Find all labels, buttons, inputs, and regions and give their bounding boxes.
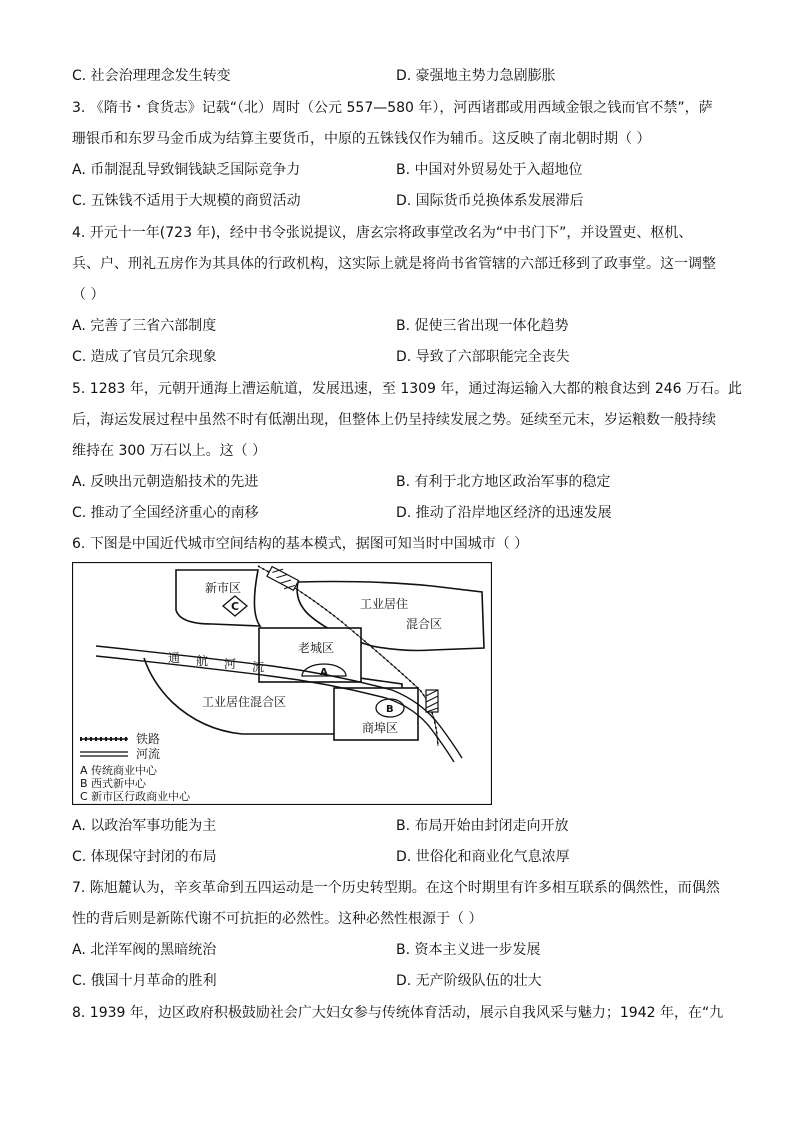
q4-stem-line1: 4. 开元十一年(723 年)，经中书令张说提议，唐玄宗将政事堂改名为“中书门下”，并设置吏、枢机、 — [72, 225, 693, 241]
q7-stem-line1: 7. 陈旭麓认为，辛亥革命到五四运动是一个历史转型期。在这个时期里有许多相互联系的偶然性，而偶然 — [72, 880, 720, 896]
q3-option-c: C. 五铢钱不适用于大规模的商贸活动 — [72, 193, 301, 209]
legend-b-label: B 西式新中心 — [80, 777, 147, 790]
q3-stem-line1: 3. 《隋书・食货志》记载“（北）周时（公元 557—580 年），河西诸郡或用西域金银之钱而官不禁”，萨 — [72, 100, 713, 116]
q6-stem: 6. 下图是中国近代城市空间结构的基本模式，据图可知当时中国城市（ ） — [72, 536, 529, 552]
q3-option-a: A. 币制混乱导致铜钱缺乏国际竞争力 — [72, 162, 301, 178]
legend-a-label: A 传统商业中心 — [80, 764, 158, 777]
q2-option-d: D. 豪强地主势力急剧膨胀 — [396, 68, 556, 84]
q4-option-a: A. 完善了三省六部制度 — [72, 318, 217, 334]
q5-option-a: A. 反映出元朝造船技术的先进 — [72, 474, 259, 490]
q5-option-b: B. 有利于北方地区政治军事的稳定 — [396, 474, 611, 490]
q7-option-c: C. 俄国十月革命的胜利 — [72, 973, 217, 989]
legend-river-label: 河流 — [136, 747, 161, 761]
q3-option-b: B. 中国对外贸易处于入超地位 — [396, 162, 583, 178]
q6-option-a: A. 以政治军事功能为主 — [72, 818, 217, 834]
q5-option-d: D. 推动了沿岸地区经济的迅速发展 — [396, 505, 612, 521]
industrial-residential-1-line2: 混合区 — [406, 617, 443, 631]
q6-option-d: D. 世俗化和商业化气息浓厚 — [396, 849, 570, 865]
q7-option-b: B. 资本主义进一步发展 — [396, 942, 541, 958]
q4-option-b: B. 促使三省出现一体化趋势 — [396, 318, 569, 334]
q6-option-b: B. 布局开始由封闭走向开放 — [396, 818, 569, 834]
b-mark: B — [386, 704, 394, 715]
q4-option-c: C. 造成了官员冗余现象 — [72, 349, 217, 365]
q4-stem-line3: （ ） — [72, 287, 105, 303]
q7-option-a: A. 北洋军阀的黑暗统治 — [72, 942, 217, 958]
q5-option-c: C. 推动了全国经济重心的南移 — [72, 505, 259, 521]
a-mark: A — [320, 667, 328, 678]
q8-stem-line1: 8. 1939 年，边区政府积极鼓励社会广大妇女参与传统体育活动，展示自我风采与魅力；1942 年，在“九 — [72, 1005, 724, 1021]
port-district-label: 商埠区 — [362, 721, 399, 735]
industrial-residential-2-label: 工业居住混合区 — [202, 695, 287, 709]
city-structure-map — [72, 562, 492, 805]
q4-option-d: D. 导致了六部职能完全丧失 — [396, 349, 570, 365]
industrial-residential-1-line1: 工业居住 — [360, 597, 409, 611]
q5-stem-line3: 维持在 300 万石以上。这（ ） — [72, 443, 267, 459]
legend-railway-label: 铁路 — [136, 732, 161, 746]
old-city-label: 老城区 — [298, 641, 335, 655]
q7-stem-line2: 性的背后则是新陈代谢不可抗拒的必然性。这种必然性根源于（ ） — [72, 911, 483, 927]
q2-option-c: C. 社会治理理念发生转变 — [72, 68, 231, 84]
legend-c-label: C 新市区行政商业中心 — [80, 790, 191, 803]
q3-option-d: D. 国际货币兑换体系发展滞后 — [396, 193, 584, 209]
c-mark: C — [231, 600, 240, 613]
q5-stem-line2: 后，海运发展过程中虽然不时有低潮出现，但整体上仍呈持续发展之势。延续至元末，岁运粮数一般持续 — [72, 412, 716, 428]
q3-stem-line2: 珊银币和东罗马金币成为结算主要货币，中原的五铢钱仅作为辅币。这反映了南北朝时期（ ） — [72, 131, 651, 147]
q5-stem-line1: 5. 1283 年，元朝开通海上漕运航道，发展迅速，至 1309 年，通过海运输入大都的粮食达到 246 万石。此 — [72, 381, 743, 397]
canal-char-3: 河 — [224, 657, 237, 671]
q6-option-c: C. 体现保守封闭的布局 — [72, 849, 217, 865]
canal-char-1: 通 — [168, 651, 181, 665]
canal-char-2: 航 — [196, 654, 209, 668]
q4-stem-line2: 兵、户、刑礼五房作为其具体的行政机构，这实际上就是将尚书省管辖的六部迁移到了政事堂。这一调整 — [72, 256, 716, 272]
q7-option-d: D. 无产阶级队伍的壮大 — [396, 973, 542, 989]
canal-char-4: 流 — [252, 660, 265, 674]
new-district-label: 新市区 — [205, 581, 242, 595]
